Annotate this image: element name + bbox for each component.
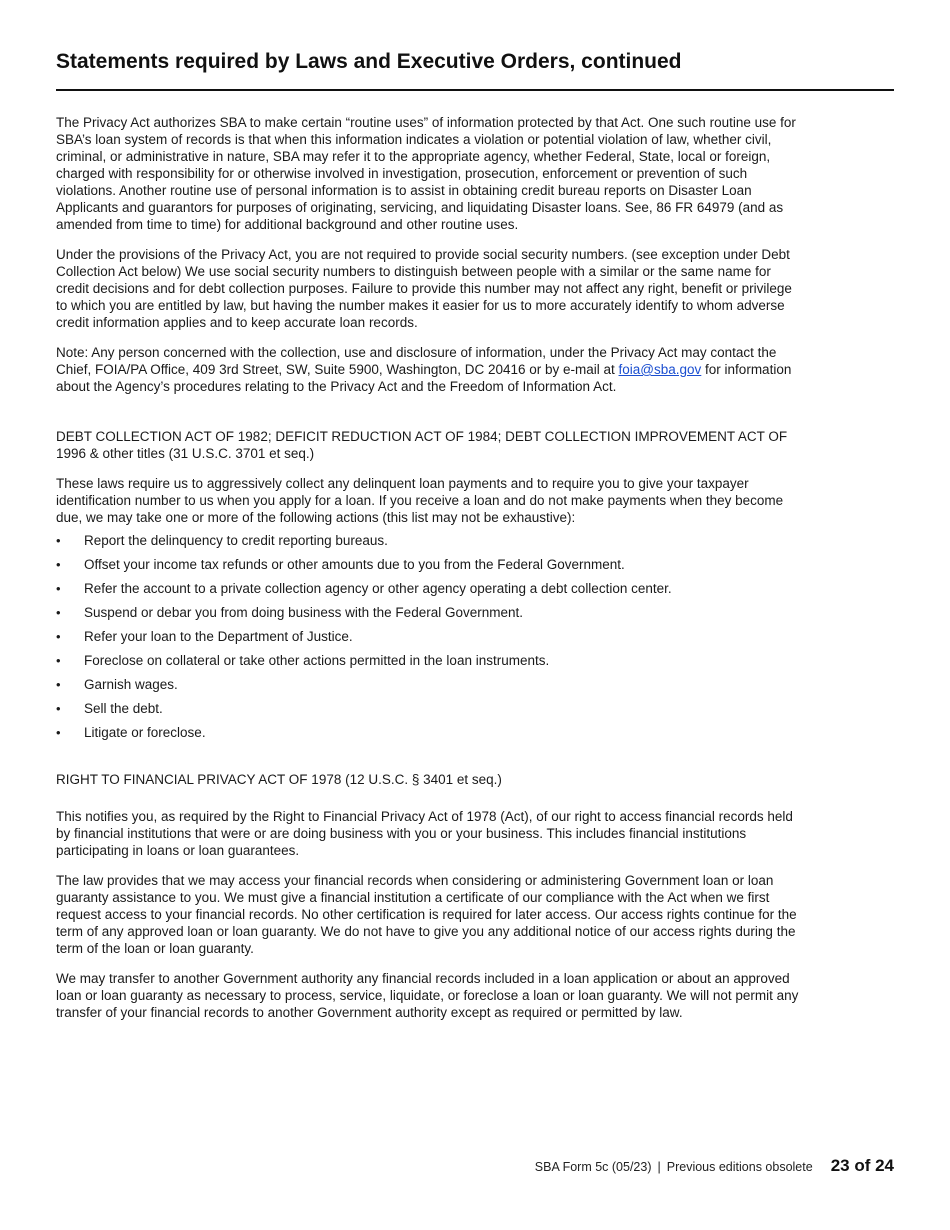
bullet-icon: • — [56, 629, 61, 644]
list-item-text: Report the delinquency to credit reporting bureaus. — [84, 533, 388, 548]
privacy-note-text-end: for information about the Agency’s procedures relating to the Privacy Act and the Freedom of Information Act. — [56, 362, 792, 394]
list-item — [56, 700, 801, 717]
list-item — [56, 676, 801, 693]
list-item — [56, 556, 801, 573]
list-item-text: Litigate or foreclose. — [84, 725, 206, 740]
list-item — [56, 628, 801, 645]
list-item-text: Offset your income tax refunds or other amounts due to you from the Federal Government. — [84, 557, 625, 572]
list-item-text: Suspend or debar you from doing business with the Federal Government. — [84, 605, 523, 620]
list-item — [56, 580, 801, 597]
privacy-note — [56, 344, 801, 395]
privacy-paragraph-2: Under the provisions of the Privacy Act, you are not required to provide social security numbers. (see exception under Debt Collection Act below) We use social security numbers to distinguish between people with a similar or the same name for credit decisions and for debt collection purposes. Failure to provide this number may not affect any right, benefit or privilege to which you are entitled by law, but having the number makes it easier for us to more accurately identify to whom adverse credit information applies and to keep accurate loan records. — [56, 247, 792, 330]
editions-note: Previous editions obsolete — [666, 1160, 813, 1174]
footer-separator: | — [657, 1160, 661, 1174]
bullet-icon: • — [56, 557, 61, 572]
section-spacer — [56, 408, 801, 428]
rfpa-heading: RIGHT TO FINANCIAL PRIVACY ACT OF 1978 (12 U.S.C. § 3401 et seq.) — [56, 772, 502, 787]
privacy-note-text: Note: Any person concerned with the collection, use and disclosure of information, under the Privacy Act may contact the Chief, FOIA/PA Office, 409 3rd Street, SW, Suite 5900, Washington, DC 20416 or by e-mail at — [56, 345, 777, 377]
list-item-text: Sell the debt. — [84, 701, 163, 716]
foia-email-link[interactable]: foia@sba.gov — [618, 362, 702, 377]
form-number: SBA Form 5c (05/23) — [534, 1160, 652, 1174]
bullet-icon: • — [56, 581, 61, 596]
page-title: Statements required by Laws and Executive Orders, continued — [56, 50, 682, 73]
document-page — [56, 0, 894, 1230]
debt-collection-intro: These laws require us to aggressively collect any delinquent loan payments and to require you to give your taxpayer identification number to us when you apply for a loan. If you receive a loan and do not make payments when they become due, we may take one or more of the following actions (this list may not be exhaustive): — [56, 476, 784, 525]
list-item — [56, 604, 801, 621]
list-item-text: Garnish wages. — [84, 677, 178, 692]
list-item-text: Foreclose on collateral or take other actions permitted in the loan instruments. — [84, 653, 550, 668]
section-spacer — [56, 748, 801, 771]
rfpa-paragraph-3: We may transfer to another Government authority any financial records included in a loan application or about an approved loan or loan guaranty as necessary to process, service, liquidate, or foreclose a loan or loan guaranty. We will not permit any transfer of your financial records to another Government authority except as required or permitted by law. — [56, 971, 799, 1020]
privacy-paragraph-1: The Privacy Act authorizes SBA to make certain “routine uses” of information protected by that Act. One such routine use for SBA’s loan system of records is that when this information indicates a violation or potential violation of law, whether civil, criminal, or administrative in nature, SBA may refer it to the appropriate agency, whether Federal, State, local or foreign, charged with responsibility for or otherwise involved in investigation, prosecution, enforcement or prevention of such violations. Another routine use of personal information is to assist in obtaining credit bureau reports on Disaster Loan Applicants and guarantors for purposes of originating, servicing, and liquidating Disaster loans. See, 86 FR 64979 (and as amended from time to time) for additional background and other routine uses. — [56, 115, 796, 232]
list-item — [56, 652, 801, 669]
rfpa-paragraph-1: This notifies you, as required by the Right to Financial Privacy Act of 1978 (Act), of our right to access financial records held by financial institutions that were or are doing business with you or your business. This includes financial institutions participating in loans or loan guarantees. — [56, 809, 793, 858]
page-footer — [535, 1156, 894, 1176]
rfpa-paragraph-2: The law provides that we may access your financial records when considering or administering Government loan or loan guaranty assistance to you. We must give a financial institution a certificate of our compliance with the Act when we first request access to your financial records. No other certification is required for later access. Our access rights continue for the term of any approved loan or loan guaranty. We do not have to give you any additional notice of our access rights during the term of the loan or loan guaranty. — [56, 873, 797, 956]
page-number: 23 of 24 — [830, 1156, 894, 1175]
list-item — [56, 724, 801, 741]
list-item-text: Refer your loan to the Department of Justice. — [84, 629, 353, 644]
bullet-icon: • — [56, 605, 61, 620]
bullet-icon: • — [56, 701, 61, 716]
title-divider — [56, 89, 894, 91]
debt-actions-list — [56, 532, 801, 741]
list-item-text: Refer the account to a private collection agency or other agency operating a debt collection center. — [84, 581, 672, 596]
bullet-icon: • — [56, 677, 61, 692]
list-item — [56, 532, 801, 549]
debt-collection-heading: DEBT COLLECTION ACT OF 1982; DEFICIT REDUCTION ACT OF 1984; DEBT COLLECTION IMPROVEMENT ACT OF 1996 & other titles (31 U.S.C. 3701 et seq.) — [56, 429, 788, 461]
bullet-icon: • — [56, 725, 61, 740]
bullet-icon: • — [56, 533, 61, 548]
document-body — [56, 114, 801, 1034]
bullet-icon: • — [56, 653, 61, 668]
